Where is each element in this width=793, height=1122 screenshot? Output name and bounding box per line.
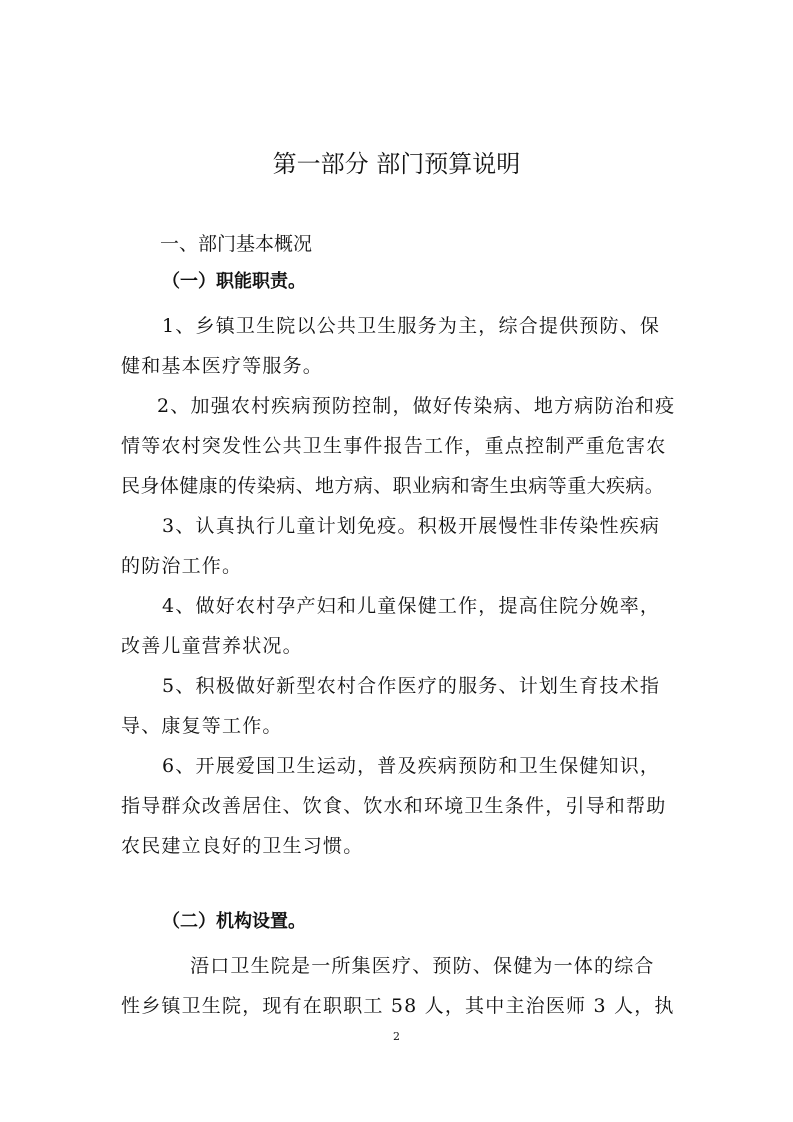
page-number: 2 xyxy=(393,1030,400,1043)
paragraph-line: 的防治工作。 xyxy=(121,555,243,577)
paragraph-line: 改善儿童营养状况。 xyxy=(121,635,303,657)
page-title: 第一部分 部门预算说明 xyxy=(272,150,521,178)
paragraph-line: 民身体健康的传染病、地方病、职业病和寄生虫病等重大疾病。 xyxy=(121,475,665,497)
paragraph-line: 1、乡镇卫生院以公共卫生服务为主，综合提供预防、保 xyxy=(162,315,661,337)
paragraph-line: 指导群众改善居住、饮食、饮水和环境卫生条件，引导和帮助 xyxy=(121,795,667,817)
paragraph-line: 导、康复等工作。 xyxy=(121,715,283,737)
subsection-heading-duties: （一）职能职责。 xyxy=(162,271,306,292)
subsection-heading-organization: （二）机构设置。 xyxy=(162,911,306,932)
paragraph-line: 5、积极做好新型农村合作医疗的服务、计划生育技术指 xyxy=(162,675,661,697)
paragraph-line: 浯口卫生院是一所集医疗、预防、保健为一体的综合 xyxy=(190,955,655,977)
paragraph-line: 情等农村突发性公共卫生事件报告工作，重点控制严重危害农 xyxy=(121,435,667,457)
paragraph-line: 3、认真执行儿童计划免疫。积极开展慢性非传染性疾病 xyxy=(162,515,661,537)
paragraph-line: 2、加强农村疾病预防控制，做好传染病、地方病防治和疫 xyxy=(157,395,676,417)
paragraph-line: 农民建立良好的卫生习惯。 xyxy=(121,835,364,857)
paragraph-line: 健和基本医疗等服务。 xyxy=(121,355,324,377)
paragraph-line: 6、开展爱国卫生运动，普及疾病预防和卫生保健知识， xyxy=(162,755,661,777)
section-heading-basic-overview: 一、部门基本概况 xyxy=(160,233,313,255)
paragraph-line: 性乡镇卫生院，现有在职职工 58 人，其中主治医师 3 人，执 xyxy=(121,995,675,1017)
paragraph-line: 4、做好农村孕产妇和儿童保健工作，提高住院分娩率， xyxy=(162,595,661,617)
